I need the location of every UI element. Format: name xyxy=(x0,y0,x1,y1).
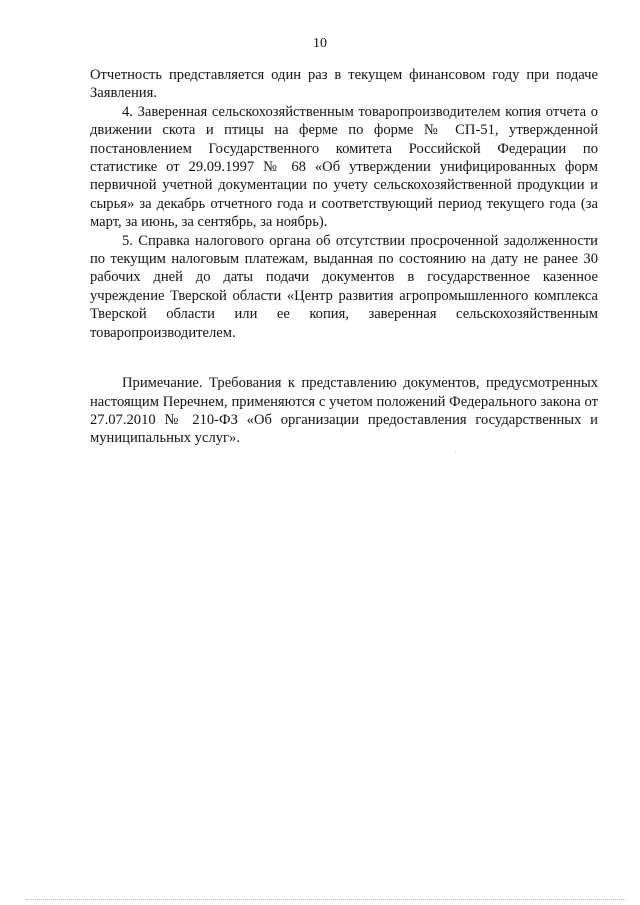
paragraph-item-5: 5. Справка налогового органа об отсутствии просроченной задолженности по текущим налоговым платежам, выданная по состоянию на дату не ранее 30 рабочих дней до даты подачи документов в государственное казенное учреждение Тверской области «Центр развития агропромышленного комплекса Тверской области или ее копия, заверенная сельскохозяйственным товаропроизводителем. xyxy=(90,232,598,341)
scan-artifact xyxy=(455,452,456,453)
document-body xyxy=(90,66,598,448)
bottom-edge-rule xyxy=(26,899,626,900)
paragraph-item-4: 4. Заверенная сельскохозяйственным товаропроизводителем копия отчета о движении скота и птицы на ферме по форме № СП-51, утвержденной постановлением Государственного комитета Российской Федерации по статистике от 29.09.1997 № 68 «Об утверждении унифицированных форм первичной учетной документации по учету сельскохозяйственной продукции и сырья» за декабрь отчетного года и соответствующий период текущего года (за март, за июнь, за сентябрь, за ноябрь). xyxy=(90,103,598,231)
page-number: 10 xyxy=(313,36,327,51)
note-paragraph: Примечание. Требования к представлению документов, предусмотренных настоящим Перечнем, применяются с учетом положений Федерального закона от 27.07.2010 № 210-ФЗ «Об организации предоставления государственных и муниципальных услуг». xyxy=(90,375,598,447)
paragraph-continuation: Отчетность представляется один раз в текущем финансовом году при подаче Заявления. xyxy=(90,67,598,102)
